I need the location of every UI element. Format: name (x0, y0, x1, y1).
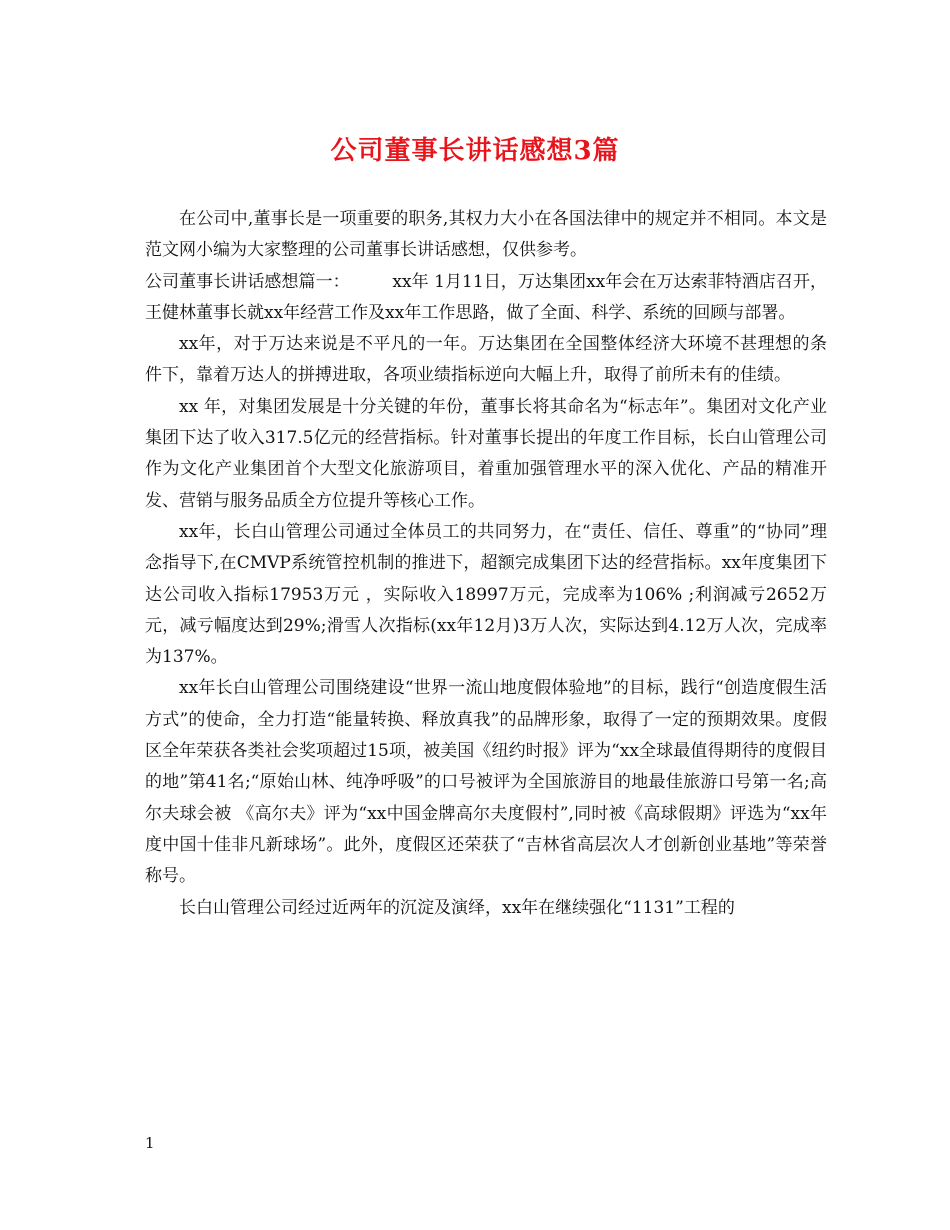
paragraph: xx年长白山管理公司围绕建设“世界一流山地度假体验地”的目标，践行“创造度假生活方式”的使命，全力打造“能量转换、释放真我”的品牌形象，取得了一定的预期效果。度假区全年荣获各类社会奖项超过15项，被美国《纽约时报》评为“xx全球最值得期待的度假目的地”第41名;“原始山林、纯净呼吸”的口号被评为全国旅游目的地最佳旅游口号第一名;高尔夫球会被 《高尔夫》评为“xx中国金牌高尔夫度假村”,同时被《高球假期》评选为“xx年度中国十佳非凡新球场”。此外，度假区还荣获了“吉林省高层次人才创新创业基地”等荣誉称号。 (145, 678, 827, 887)
paragraph: xx年，长白山管理公司通过全体员工的共同努力，在“责任、信任、尊重”的“协同”理念指导下,在CMVP系统管控机制的推进下，超额完成集团下达的经营指标。xx年度集团下达公司收入指标17953万元 ，实际收入18997万元，完成率为106% ;利润减亏2652万元，减亏幅度达到29%;滑雪人次指标(xx年12月)3万人次，实际达到4.12万人次，完成率为137%。 (145, 521, 827, 668)
paragraph: 长白山管理公司经过近两年的沉淀及演绎，xx年在继续强化“1131”工程的 (179, 897, 735, 918)
paragraph: xx 年，对集团发展是十分关键的年份，董事长将其命名为“标志年”。集团对文化产业集团下达了收入317.5亿元的经营指标。针对董事长提出的年度工作目标，长白山管理公司作为文化产业集团首个大型文化旅游项目，着重加强管理水平的深入优化、产品的精准开发、营销与服务品质全方位提升等核心工作。 (145, 396, 827, 511)
paragraph-part-one-heading: 公司董事长讲话感想篇一： xx年 1月11日，万达集团xx年会在万达索菲特酒店召开，王健林董事长就xx年经营工作及xx年工作思路，做了全面、科学、系统的回顾与部署。 (145, 271, 827, 323)
paragraph-intro: 在公司中,董事长是一项重要的职务,其权力大小在各国法律中的规定并不相同。本文是范文网小编为大家整理的公司董事长讲话感想，仅供参考。 (145, 209, 827, 261)
document-title: 公司董事长讲话感想3篇 (330, 136, 620, 166)
paragraph: xx年，对于万达来说是不平凡的一年。万达集团在全国整体经济大环境不甚理想的条件下，靠着万达人的拼搏进取，各项业绩指标逆向大幅上升，取得了前所未有的佳绩。 (145, 334, 827, 386)
document-body (145, 204, 827, 924)
page-number: 1 (145, 1134, 155, 1152)
